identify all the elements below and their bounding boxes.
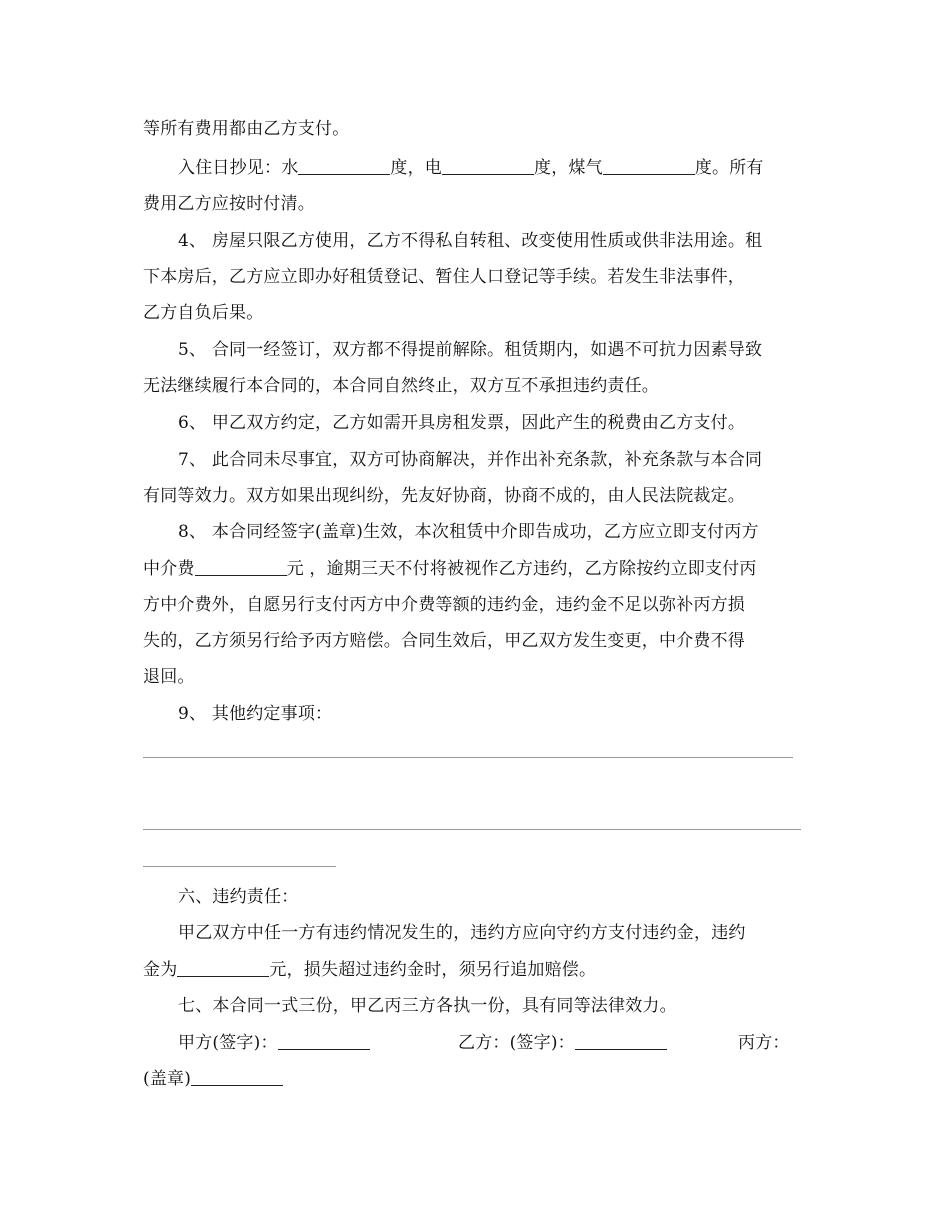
- other-terms-rule-3: [143, 866, 336, 867]
- electric-reading-blank: [442, 172, 534, 175]
- clause-5-line-1: 5、 合同一经签订，双方都不得提前解除。租赁期内，如遇不可抗力因素导致: [178, 340, 763, 360]
- fees-tail-line: 等所有费用都由乙方支付。: [143, 119, 350, 139]
- clause-8-line-4: 失的，乙方须另行给予丙方赔偿。合同生效后，甲乙双方发生变更，中介费不得: [143, 631, 745, 651]
- meter-prefix: 入住日抄见：水: [178, 158, 299, 178]
- other-terms-rule-1: [143, 757, 793, 758]
- signature-party-a: [178, 1030, 370, 1056]
- clause-4-line-2: 下本房后，乙方应立即办好租赁登记、暂住人口登记等手续。若发生非法事件，: [143, 267, 745, 287]
- other-terms-rule-2: [143, 829, 801, 830]
- clause-8-line-2: [143, 556, 757, 582]
- signature-party-c: 丙方：: [738, 1033, 790, 1053]
- penalty-amount-blank: [177, 974, 269, 977]
- clause-8-fee-suffix: 元 ，逾期三天不付将被视作乙方违约，乙方除按约立即支付丙: [286, 559, 757, 579]
- clause-9-line-1: 9、 其他约定事项：: [178, 704, 333, 724]
- penalty-prefix: 金为: [143, 960, 178, 980]
- clause-4-line-3: 乙方自负后果。: [143, 303, 264, 323]
- signature-party-b: [458, 1030, 667, 1056]
- party-c-seal-label: (盖章): [143, 1069, 192, 1089]
- section-6-line-1: 甲乙双方中任一方有违约情况发生的，违约方应向守约方支付违约金，违约: [178, 923, 746, 943]
- clause-8-fee-prefix: 中介费: [143, 559, 195, 579]
- meter-reading-line: [178, 155, 764, 181]
- party-a-signature-blank: [278, 1047, 370, 1050]
- agency-fee-blank: [195, 573, 287, 576]
- clause-8-line-5: 退回。: [143, 667, 195, 687]
- party-a-label: 甲方(签字)：: [178, 1033, 278, 1053]
- clause-7-line-1: 7、 此合同未尽事宜，双方可协商解决，并作出补充条款，补充条款与本合同: [178, 450, 763, 470]
- clause-8-line-3: 方中介费外，自愿另行支付丙方中介费等额的违约金，违约金不足以弥补丙方损: [143, 595, 745, 615]
- clause-7-line-2: 有同等效力。双方如果出现纠纷，先友好协商，协商不成的，由人民法院裁定。: [143, 486, 745, 506]
- penalty-suffix: 元，损失超过违约金时，须另行追加赔偿。: [269, 960, 597, 980]
- section-6-title: 六、违约责任：: [178, 887, 299, 907]
- meter-tail-line: 费用乙方应按时付清。: [143, 194, 315, 214]
- section-6-line-2: [143, 957, 596, 983]
- party-c-seal-line: [143, 1066, 283, 1092]
- clause-8-line-1: 8、 本合同经签字(盖章)生效，本次租赁中介即告成功，乙方应立即支付丙方: [178, 522, 759, 542]
- party-b-signature-blank: [575, 1047, 667, 1050]
- clause-6-line-1: 6、 甲乙双方约定，乙方如需开具房租发票，因此产生的税费由乙方支付。: [178, 413, 746, 433]
- meter-unit-2: 度，煤气: [534, 158, 603, 178]
- meter-unit-1: 度，电: [390, 158, 443, 178]
- party-c-seal-blank: [191, 1083, 283, 1086]
- gas-reading-blank: [603, 172, 695, 175]
- section-7-line-1: 七、本合同一式三份，甲乙丙三方各执一份，具有同等法律效力。: [178, 996, 677, 1016]
- party-b-label: 乙方：(签字)：: [458, 1033, 575, 1053]
- clause-5-line-2: 无法继续履行本合同的，本合同自然终止，双方互不承担违约责任。: [143, 376, 659, 396]
- clause-4-line-1: 4、 房屋只限乙方使用，乙方不得私自转租、改变使用性质或供非法用途。租: [178, 231, 763, 251]
- meter-unit-3: 度。所有: [694, 158, 764, 178]
- water-reading-blank: [298, 172, 390, 175]
